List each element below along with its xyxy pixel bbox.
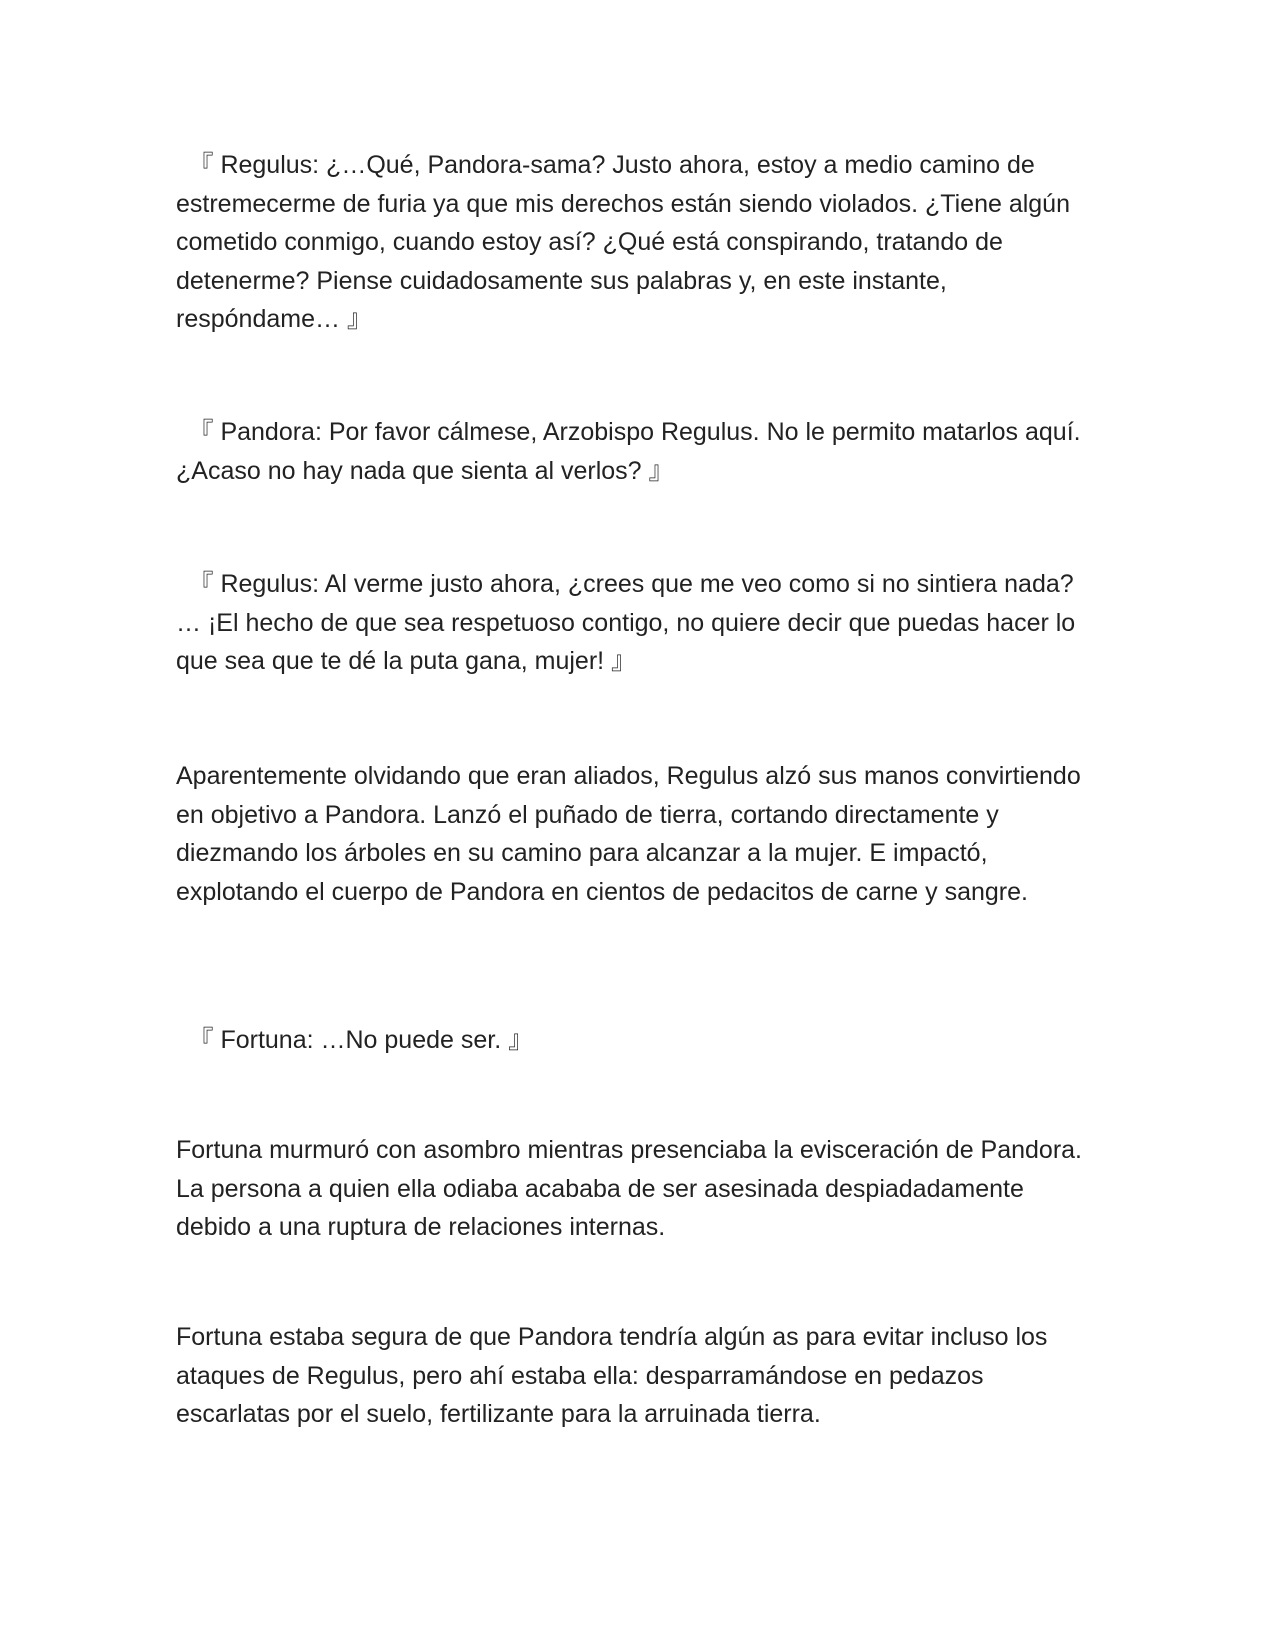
dialogue-pandora: 『 Pandora: Por favor cálmese, Arzobispo Regulus. No le permito matarlos aquí. ¿Acaso no hay nada que sienta al verlos? 』: [176, 418, 1081, 485]
narration-paragraph-2: Fortuna murmuró con asombro mientras presenciaba la evisceración de Pandora. La persona a quien ella odiaba acababa de ser asesinada despiadadamente debido a una ruptura de relaciones internas.: [176, 1136, 1083, 1241]
narration-paragraph-1: Aparentemente olvidando que eran aliados, Regulus alzó sus manos convirtiendo en objetivo a Pandora. Lanzó el puñado de tierra, cortando directamente y diezmando los árboles en su camino para alcanzar a la mujer. E impactó, explotando el cuerpo de Pandora en cientos de pedacitos de carne y sangre.: [176, 762, 1081, 906]
narration-paragraph-3: Fortuna estaba segura de que Pandora tendría algún as para evitar incluso los ataques de Regulus, pero ahí estaba ella: desparramándose en pedazos escarlatas por el suelo, fertilizante para la arruinada tierra.: [176, 1323, 1048, 1428]
dialogue-regulus-2: 『 Regulus: Al verme justo ahora, ¿crees que me veo como si no sintiera nada? … ¡El hecho de que sea respetuoso contigo, no quiere decir que puedas hacer lo que sea que te dé la puta gana, mujer! 』: [176, 570, 1076, 675]
dialogue-regulus-1: 『 Regulus: ¿…Qué, Pandora-sama? Justo ahora, estoy a medio camino de estremecerme de furia ya que mis derechos están siendo violados. ¿Tiene algún cometido conmigo, cuando estoy así? ¿Qué está conspirando, tratando de detenerme? Piense cuidadosamente sus palabras y, en este instante, respóndame… 』: [176, 151, 1070, 333]
dialogue-fortuna: 『 Fortuna: …No puede ser. 』: [176, 1026, 534, 1054]
